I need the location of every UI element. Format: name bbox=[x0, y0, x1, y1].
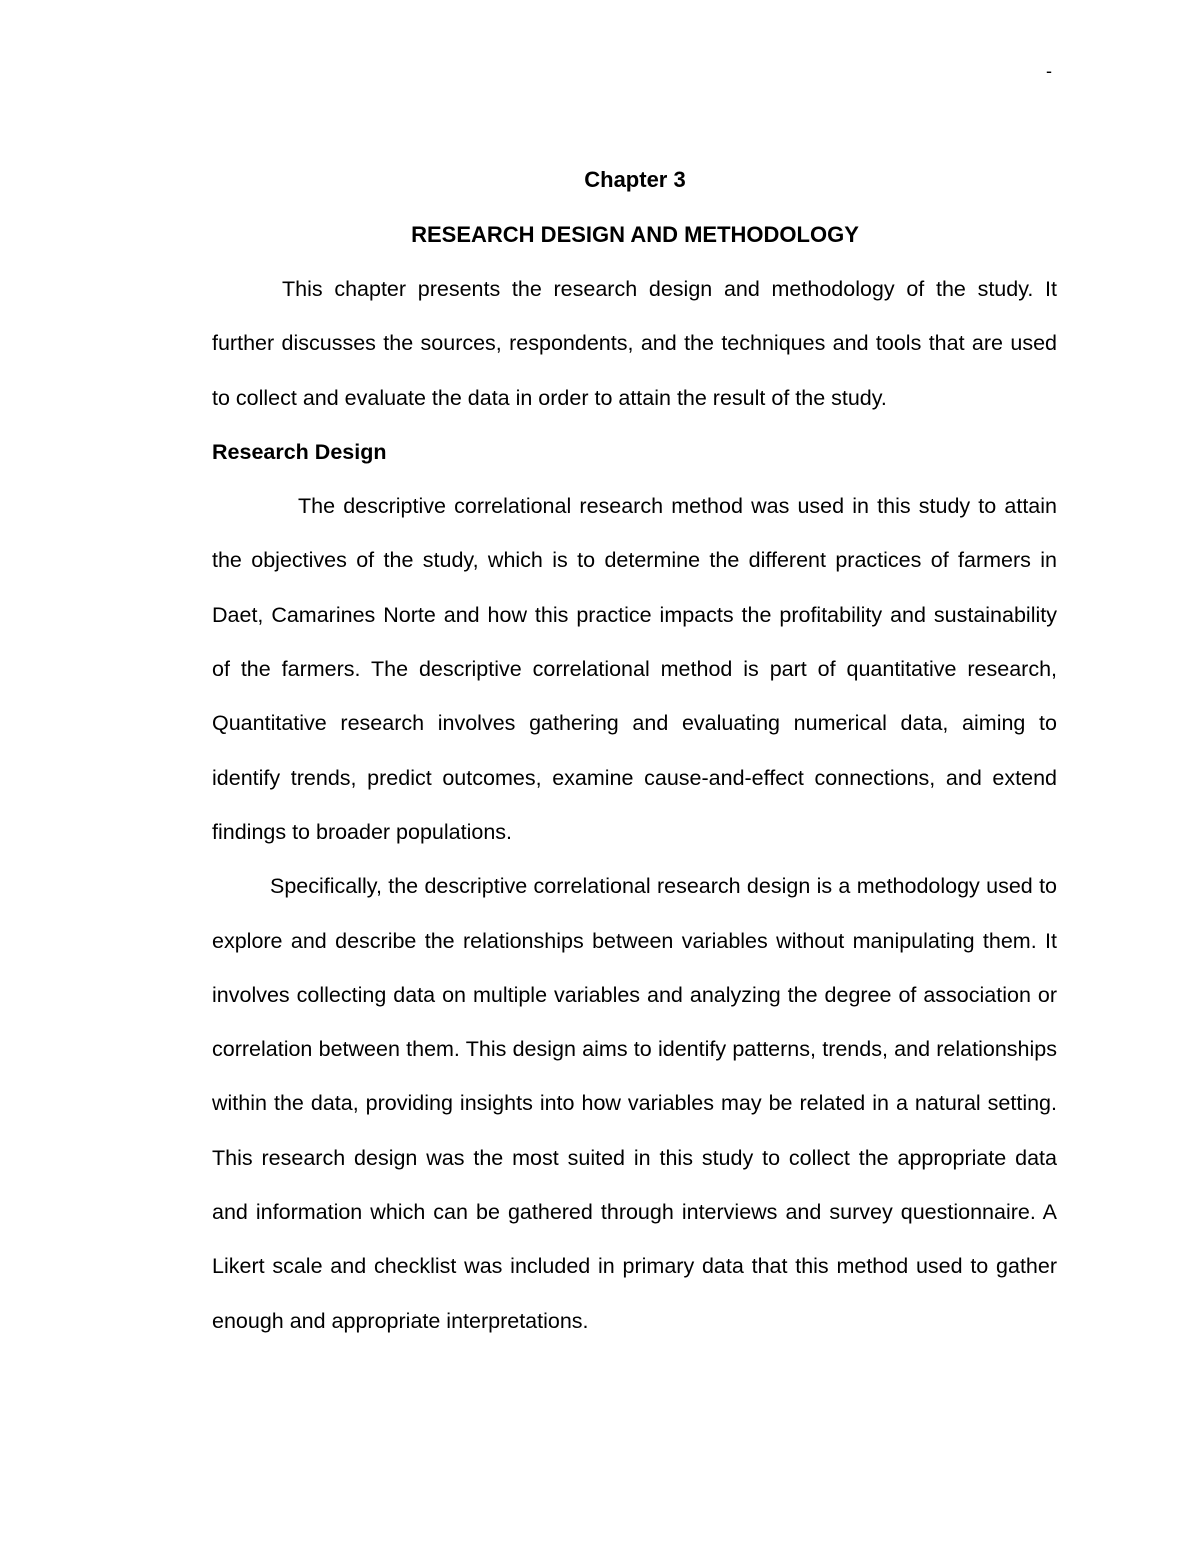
document-body bbox=[212, 262, 1057, 1348]
section-heading-research-design: Research Design bbox=[212, 439, 387, 464]
chapter-title: RESEARCH DESIGN AND METHODOLOGY bbox=[411, 222, 859, 247]
research-design-paragraph-2: Specifically, the descriptive correlational research design is a methodology used to explore and describe the relationships between variables without manipulating them. It involves collecting data on multiple variables and analyzing the degree of association or correlation between them. This design aims to identify patterns, trends, and relationships within the data, providing insights into how variables may be related in a natural setting. This research design was the most suited in this study to collect the appropriate data and information which can be gathered through interviews and survey questionnaire. A Likert scale and checklist was included in primary data that this method used to gather enough and appropriate interpretations. bbox=[212, 874, 1057, 1333]
chapter-number: Chapter 3 bbox=[584, 167, 686, 192]
page-marker: - bbox=[1046, 61, 1052, 81]
intro-paragraph: This chapter presents the research design and methodology of the study. It further discusses the sources, respondents, and the techniques and tools that are used to collect and evaluate the data in order to attain the result of the study. bbox=[212, 277, 1057, 410]
research-design-paragraph-1: The descriptive correlational research method was used in this study to attain the objectives of the study, which is to determine the different practices of farmers in Daet, Camarines Norte and how this practice impacts the profitability and sustainability of the farmers. The descriptive correlational method is part of quantitative research, Quantitative research involves gathering and evaluating numerical data, aiming to identify trends, predict outcomes, examine cause-and-effect connections, and extend findings to broader populations. bbox=[212, 494, 1057, 844]
